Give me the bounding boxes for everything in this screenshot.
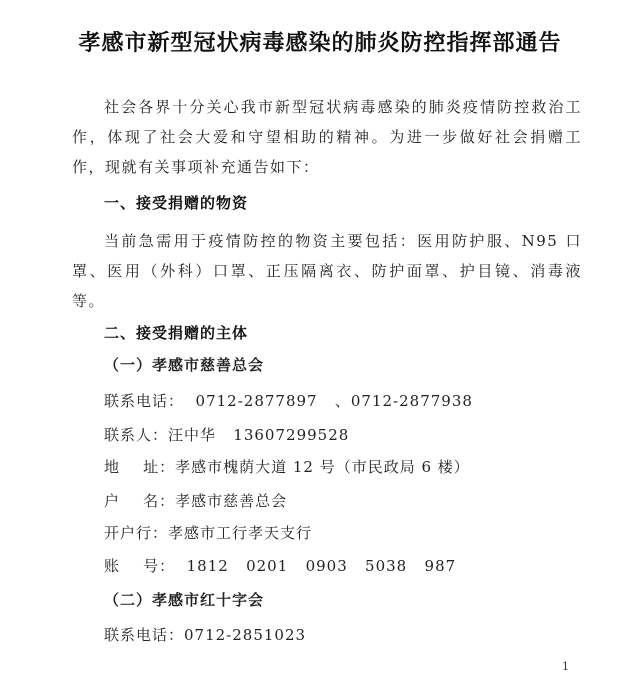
charity-address: 地 址：孝感市槐荫大道 12 号（市民政局 6 楼） bbox=[104, 458, 470, 476]
section-heading-donation-items: 一、接受捐赠的物资 bbox=[104, 194, 249, 212]
document-title: 孝感市新型冠状病毒感染的肺炎防控指挥部通告 bbox=[78, 31, 562, 56]
charity-account-number: 账 号： 1812 0201 0903 5038 987 bbox=[104, 557, 457, 575]
org-heading-charity: （一）孝感市慈善总会 bbox=[104, 356, 265, 374]
red-cross-phone: 联系电话：0712-2851023 bbox=[104, 626, 307, 644]
page-number: 1 bbox=[562, 660, 569, 673]
org-heading-red-cross: （二）孝感市红十字会 bbox=[104, 591, 265, 609]
charity-bank: 开户行：孝感市工行孝天支行 bbox=[104, 524, 313, 542]
charity-account-name: 户 名：孝感市慈善总会 bbox=[104, 492, 288, 510]
charity-phone: 联系电话： 0712-2877897 、0712-2877938 bbox=[104, 392, 473, 410]
donation-items-paragraph: 当前急需用于疫情防控的物资主要包括：医用防护服、N95 口罩、医用（外科）口罩、正压隔离衣、防护面罩、护目镜、消毒液等。 bbox=[72, 232, 582, 310]
charity-contact: 联系人：汪中华 13607299528 bbox=[104, 426, 350, 444]
intro-paragraph: 社会各界十分关心我市新型冠状病毒感染的肺炎疫情防控救治工作，体现了社会大爱和守望相助的精神。为进一步做好社会捐赠工作，现就有关事项补充通告如下： bbox=[72, 98, 582, 176]
section-heading-donation-recipients: 二、接受捐赠的主体 bbox=[104, 324, 249, 342]
